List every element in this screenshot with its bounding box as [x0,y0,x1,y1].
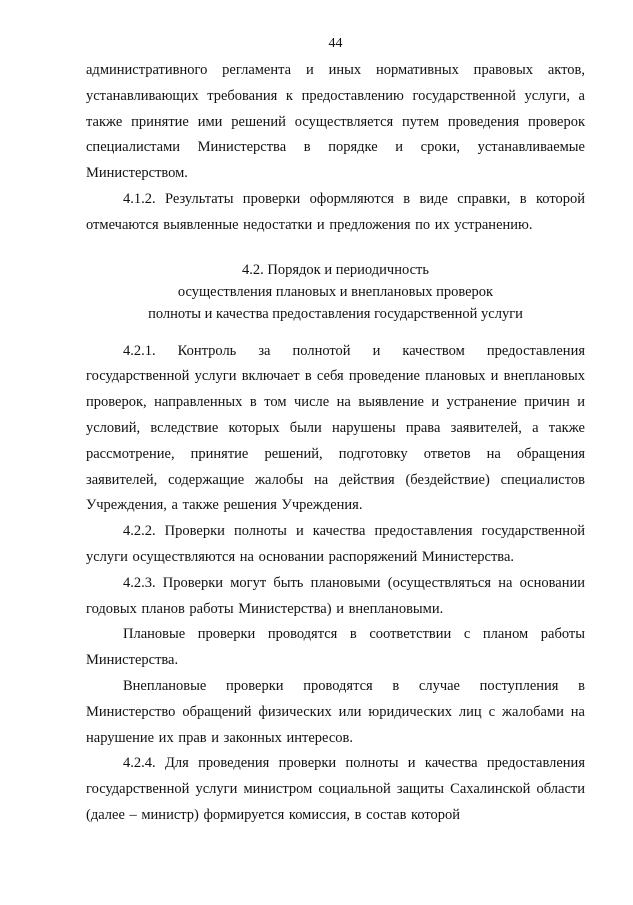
section-heading-4-2 [86,259,585,325]
paragraph-4-1-2: 4.1.2. Результаты проверки оформляются в виде справки, в которой отмечаются выявленные недостатки и предложения по их устранению. [86,190,585,233]
section-heading-line-1: 4.2. Порядок и периодичность [242,261,429,278]
paragraph-planned-checks: Плановые проверки проводятся в соответствии с планом работы Министерства. [86,626,585,669]
paragraph-continued: административного регламента и иных нормативных правовых актов, устанавливающих требования к предоставлению государственной услуги, а также принятие ими решений осуществляется путем проведения проверок специалистами Министерства в порядке и сроки, устанавливаемые Министерством. [86,62,585,182]
section-heading-line-2: осуществления плановых и внеплановых проверок [177,283,494,300]
section-heading-line-3: полноты и качества предоставления государственной услуги [148,305,523,322]
paragraph-4-2-3: 4.2.3. Проверки могут быть плановыми (осуществляться на основании годовых планов работы Министерства) и внеплановыми. [86,574,585,617]
paragraph-4-2-2: 4.2.2. Проверки полноты и качества предоставления государственной услуги осуществляются на основании распоряжений Министерства. [86,523,585,565]
paragraph-4-2-4: 4.2.4. Для проведения проверки полноты и качества предоставления государственной услуги министром социальной защиты Сахалинской области (далее – министр) формируется комиссия, в состав которой [86,755,585,823]
page-number: 44 [328,36,343,51]
paragraph-4-2-1: 4.2.1. Контроль за полнотой и качеством предоставления государственной услуги включает в себя проведение плановых и внеплановых проверок, направленных в том числе на выявление и устранение причин и условий, вследствие которых были нарушены права заявителей, а также рассмотрение, принятие решений, подготовку ответов на обращения заявителей, содержащие жалобы на действия (бездействие) специалистов Учреждения, а также решения Учреждения. [86,342,585,514]
paragraph-unplanned-checks: Внеплановые проверки проводятся в случае поступления в Министерство обращений физических или юридических лиц с жалобами на нарушение их прав и законных интересов. [86,677,585,746]
